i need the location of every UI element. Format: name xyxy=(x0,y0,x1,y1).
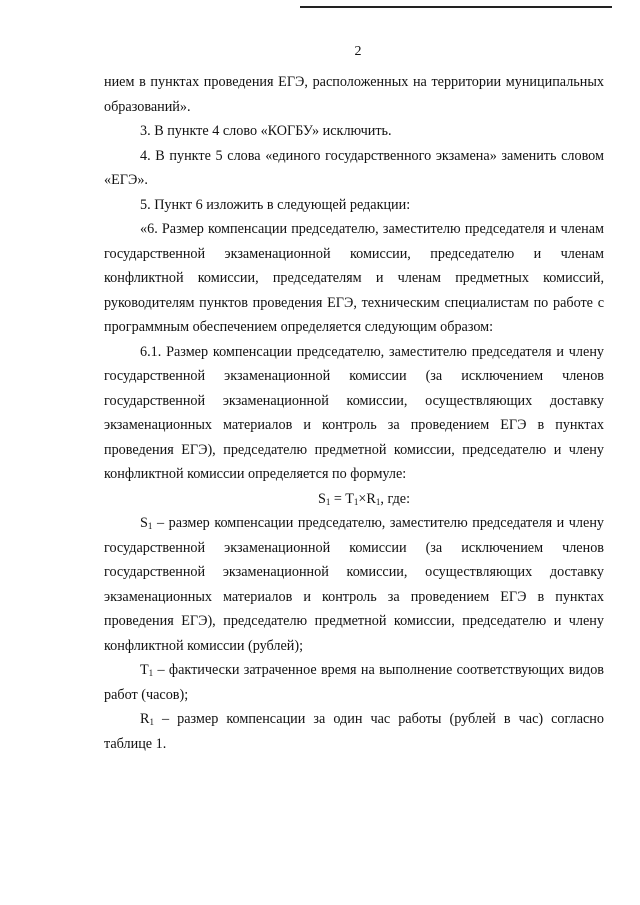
def-r-text: – размер компенсации за один час работы (рублей в час) согласно таблице 1. xyxy=(104,711,604,752)
def-s-symbol: S xyxy=(140,515,148,531)
paragraph-point-6: «6. Размер компенсации председателю, заместителю председателя и членам государственной экзаменационной комиссии, председателю и членам конфликтной комиссии, председателям и членам предметных комиссий, руководителям пунктов проведения ЕГЭ, техническим специалистам по работе с программным обеспечением определяется следующим образом: xyxy=(104,221,604,335)
paragraph-point-6-1: 6.1. Размер компенсации председателю, заместителю председателя и члену государственной экзаменационной комиссии (за исключением членов государственной экзаменационной комиссии, осуществляющих доставку экзаменационных материалов и контроль за проведением ЕГЭ в пунктах проведения ЕГЭ), председателю предметной комиссии, председателю и члену конфликтной комиссии определяется по формуле: xyxy=(104,343,604,482)
paragraph-continuation: нием в пунктах проведения ЕГЭ, расположенных на территории муниципальных образований». xyxy=(104,74,604,115)
def-t-text: – фактически затраченное время на выполнение соответствующих видов работ (часов); xyxy=(104,662,604,703)
def-t-sub: 1 xyxy=(148,668,154,678)
formula xyxy=(104,487,604,512)
formula-t: T xyxy=(345,490,354,507)
def-r-sub: 1 xyxy=(149,717,154,727)
def-s-sub: 1 xyxy=(147,521,153,531)
paragraph-item-4: 4. В пункте 5 слова «единого государственного экзамена» заменить словом «ЕГЭ». xyxy=(104,147,604,188)
formula-suffix: , где: xyxy=(380,490,411,507)
page-number: 2 xyxy=(354,44,362,59)
definition-s1 xyxy=(104,511,604,658)
formula-r-sub: 1 xyxy=(375,496,381,507)
formula-times: × xyxy=(358,490,367,507)
formula-s: S xyxy=(317,490,326,507)
paragraph-item-5: 5. Пункт 6 изложить в следующей редакции: xyxy=(140,196,411,213)
formula-eq: = xyxy=(330,490,346,507)
document-body xyxy=(104,70,604,756)
def-t-symbol: T xyxy=(140,662,149,678)
definition-r1 xyxy=(104,707,604,756)
def-s-text: – размер компенсации председателю, заместителю председателя и члену государственной экзаменационной комиссии (за исключением членов государственной экзаменационной комиссии, осуществляющих доставку экзаменационных материалов и контроль за проведением ЕГЭ в пунктах проведения ЕГЭ), председателю предметной комиссии, председателю и члену конфликтной комиссии (рублей); xyxy=(104,515,604,654)
formula-r: R xyxy=(366,490,376,507)
top-rule xyxy=(300,6,612,8)
paragraph-item-3: 3. В пункте 4 слово «КОГБУ» исключить. xyxy=(140,123,392,139)
definition-t1 xyxy=(104,658,604,707)
def-r-symbol: R xyxy=(140,711,150,727)
formula-s-sub: 1 xyxy=(325,496,331,507)
formula-t-sub: 1 xyxy=(353,496,359,507)
